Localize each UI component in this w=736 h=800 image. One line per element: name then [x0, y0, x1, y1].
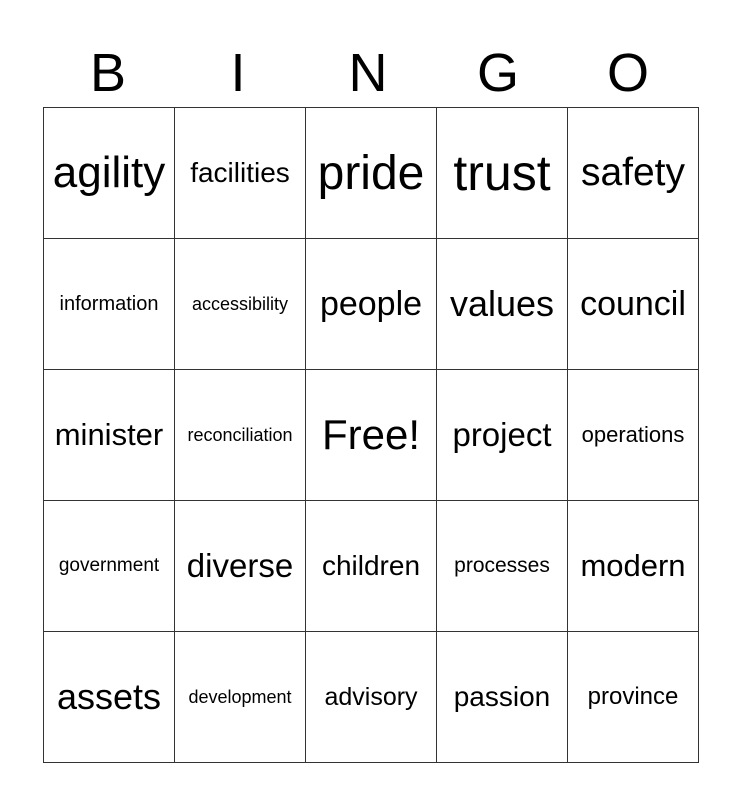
bingo-cell: operations	[568, 370, 699, 501]
bingo-cell: diverse	[175, 501, 306, 632]
bingo-cell: information	[44, 239, 175, 370]
header-letter-g: G	[476, 43, 519, 103]
bingo-cell: project	[437, 370, 568, 501]
header-letter-n: N	[348, 43, 388, 103]
board-row	[44, 239, 699, 370]
bingo-cell: people	[306, 239, 437, 370]
bingo-cell: facilities	[175, 108, 306, 239]
bingo-cell: assets	[44, 632, 175, 763]
bingo-cell: passion	[437, 632, 568, 763]
header-letter-b: B	[89, 43, 127, 103]
bingo-cell: agility	[44, 108, 175, 239]
bingo-cell: safety	[568, 108, 699, 239]
bingo-cell: trust	[437, 108, 568, 239]
bingo-header	[43, 40, 693, 106]
bingo-cell: modern	[568, 501, 699, 632]
bingo-cell: minister	[44, 370, 175, 501]
bingo-cell: values	[437, 239, 568, 370]
bingo-cell: pride	[306, 108, 437, 239]
bingo-board	[43, 107, 699, 763]
board-row	[44, 370, 699, 501]
header-letter-i: I	[230, 43, 246, 103]
header-letter-o: O	[606, 43, 649, 103]
bingo-cell: province	[568, 632, 699, 763]
bingo-cell: reconciliation	[175, 370, 306, 501]
bingo-cell: accessibility	[175, 239, 306, 370]
bingo-cell: council	[568, 239, 699, 370]
bingo-cell: government	[44, 501, 175, 632]
board-row	[44, 632, 699, 763]
bingo-cell: development	[175, 632, 306, 763]
bingo-cell: children	[306, 501, 437, 632]
board-row	[44, 501, 699, 632]
board-row	[44, 108, 699, 239]
bingo-cell: processes	[437, 501, 568, 632]
bingo-cell bingo-free-space: Free!	[306, 370, 437, 501]
bingo-cell: advisory	[306, 632, 437, 763]
